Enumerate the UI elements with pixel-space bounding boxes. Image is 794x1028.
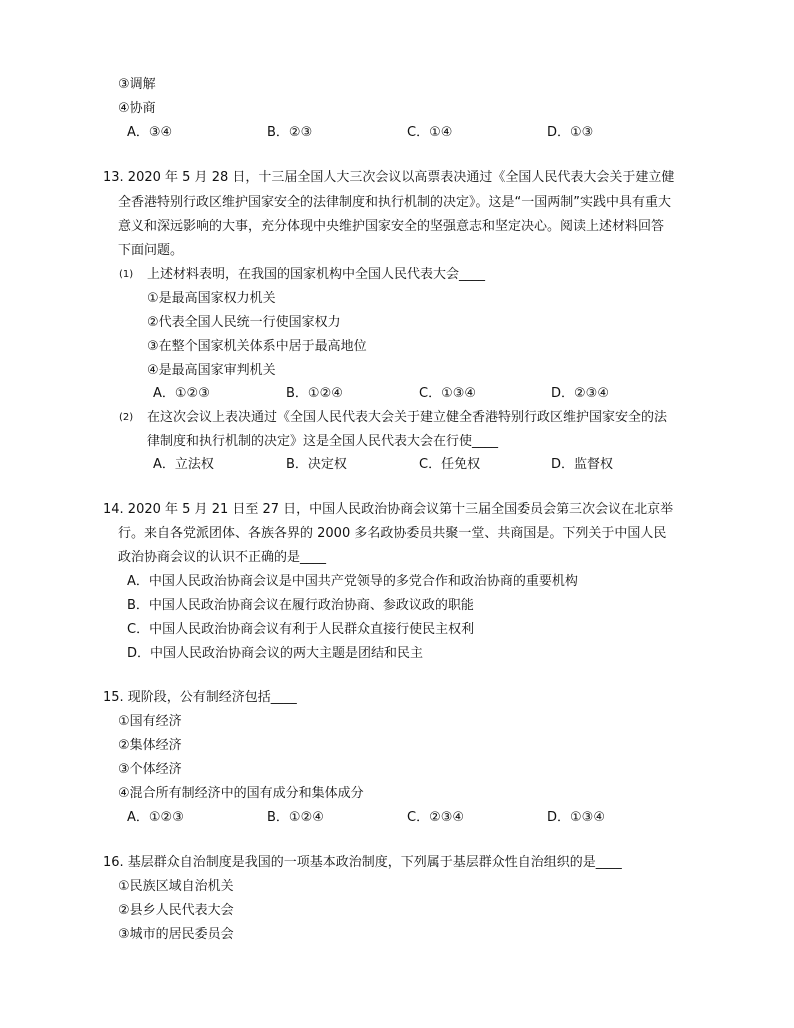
q13-stem-line: 全香港特别行政区维护国家安全的法律制度和执行机制的决定》。这是“一国两制”实践中具有重大 bbox=[118, 195, 671, 210]
option-b: B．②③ bbox=[267, 125, 313, 140]
choice-item-3: ③调解 bbox=[118, 77, 156, 92]
q15-option-c: C．②③④ bbox=[407, 810, 465, 825]
q13-sub1-option-d: D．②③④ bbox=[551, 386, 609, 401]
q13-sub1-option-b: B．①②④ bbox=[286, 386, 343, 401]
q13-sub1-number: (1) bbox=[119, 269, 134, 280]
q13-sub2-number: (2) bbox=[119, 412, 134, 423]
q14-stem-line: 政治协商会议的认识不正确的是____ bbox=[118, 550, 327, 565]
q13-sub2-option-b: B．决定权 bbox=[286, 457, 347, 472]
q14-option-c: C．中国人民政治协商会议有利于人民群众直接行使民主权利 bbox=[127, 622, 475, 637]
q14-stem-line: 行。来自各党派团体、各族各界的 2000 多名政协委员共聚一堂、共商国是。下列关于中国人民 bbox=[118, 526, 667, 541]
q15-item: ①国有经济 bbox=[118, 714, 182, 729]
q15-stem: 15. 现阶段，公有制经济包括____ bbox=[103, 690, 297, 705]
q13-sub1-item: ③在整个国家机关体系中居于最高地位 bbox=[147, 339, 367, 354]
option-c: C．①④ bbox=[407, 125, 453, 140]
q13-sub2-option-d: D．监督权 bbox=[551, 457, 614, 472]
q13-sub2-option-a: A．立法权 bbox=[153, 457, 214, 472]
q15-option-d: D．①③④ bbox=[547, 810, 605, 825]
option-d: D．①③ bbox=[547, 125, 594, 140]
q14-option-d: D．中国人民政治协商会议的两大主题是团结和民主 bbox=[127, 646, 424, 661]
q13-sub2-stem: 律制度和执行机制的决定》这是全国人民代表大会在行使____ bbox=[147, 434, 499, 449]
q13-sub1-option-c: C．①③④ bbox=[419, 386, 477, 401]
q14-option-b: B．中国人民政治协商会议在履行政治协商、参政议政的职能 bbox=[127, 598, 474, 613]
q14-option-a: A．中国人民政治协商会议是中国共产党领导的多党合作和政治协商的重要机构 bbox=[127, 574, 578, 589]
q15-option-a: A．①②③ bbox=[127, 810, 184, 825]
choice-item-4: ④协商 bbox=[118, 101, 156, 116]
q15-item: ③个体经济 bbox=[118, 762, 182, 777]
q15-option-b: B．①②④ bbox=[267, 810, 324, 825]
q13-sub1-item: ②代表全国人民统一行使国家权力 bbox=[147, 315, 341, 330]
q13-sub2-stem: 在这次会议上表决通过《全国人民代表大会关于建立健全香港特别行政区维护国家安全的法 bbox=[147, 410, 668, 425]
q15-item: ②集体经济 bbox=[118, 738, 182, 753]
q13-sub1-option-a: A．①②③ bbox=[153, 386, 210, 401]
q13-stem-line: 13. 2020 年 5 月 28 日，十三届全国人大三次会议以高票表决通过《全国人民代表大会关于建立健 bbox=[103, 170, 675, 185]
q13-stem-line: 意义和深远影响的大事，充分体现中央维护国家安全的坚强意志和坚定决心。阅读上述材料回答 bbox=[118, 219, 665, 234]
q13-sub1-item: ①是最高国家权力机关 bbox=[147, 291, 276, 306]
q13-sub1-stem: 上述材料表明，在我国的国家机构中全国人民代表大会____ bbox=[147, 267, 486, 282]
q16-stem: 16. 基层群众自治制度是我国的一项基本政治制度，下列属于基层群众性自治组织的是____ bbox=[103, 855, 622, 870]
q15-item: ④混合所有制经济中的国有成分和集体成分 bbox=[118, 786, 364, 801]
q16-item: ③城市的居民委员会 bbox=[118, 927, 234, 942]
q13-stem-line: 下面问题。 bbox=[118, 243, 184, 258]
q13-sub1-item: ④是最高国家审判机关 bbox=[147, 363, 276, 378]
q16-item: ②县乡人民代表大会 bbox=[118, 903, 234, 918]
option-a: A．③④ bbox=[127, 125, 173, 140]
q13-sub2-option-c: C．任免权 bbox=[419, 457, 481, 472]
q16-item: ①民族区域自治机关 bbox=[118, 879, 234, 894]
q14-stem-line: 14. 2020 年 5 月 21 日至 27 日，中国人民政治协商会议第十三届全国委员会第三次会议在北京举 bbox=[103, 502, 674, 517]
